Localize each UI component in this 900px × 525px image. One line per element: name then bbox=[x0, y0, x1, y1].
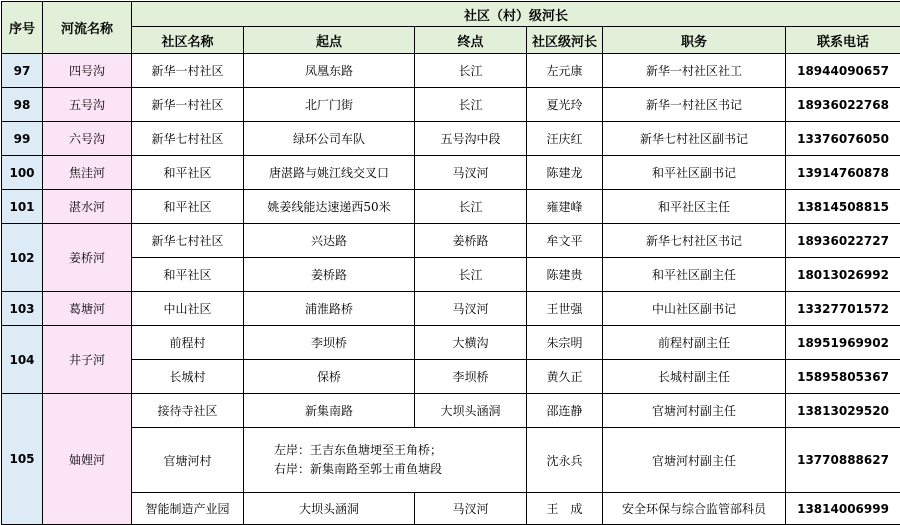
river-name-cell: 姜桥河 bbox=[43, 224, 132, 292]
end-cell: 大横沟 bbox=[415, 326, 527, 360]
table-row bbox=[2, 54, 900, 88]
chief-cell: 王 成 bbox=[527, 493, 603, 525]
header-community-name: 社区名称 bbox=[132, 27, 244, 54]
header-start-point: 起点 bbox=[244, 27, 415, 54]
chief-cell: 朱宗明 bbox=[527, 326, 603, 360]
phone-cell: 13770888627 bbox=[786, 428, 900, 493]
seq-cell: 98 bbox=[2, 88, 43, 122]
table-row bbox=[2, 190, 900, 224]
end-cell: 马汊河 bbox=[415, 493, 527, 525]
position-cell: 长城村副主任 bbox=[603, 360, 786, 394]
start-cell: 唐湛路与姚江线交叉口 bbox=[244, 156, 415, 190]
seq-cell: 100 bbox=[2, 156, 43, 190]
right-bank-text: 右岸：新集南路至郭士甫鱼塘段 bbox=[246, 460, 524, 479]
community-cell: 和平社区 bbox=[132, 190, 244, 224]
seq-cell: 104 bbox=[2, 326, 43, 394]
community-cell: 中山社区 bbox=[132, 292, 244, 326]
header-community-chief-group: 社区（村）级河长 bbox=[132, 2, 900, 27]
bank-range-cell bbox=[244, 428, 527, 493]
seq-cell: 97 bbox=[2, 54, 43, 88]
river-name-cell: 葛塘河 bbox=[43, 292, 132, 326]
table-row bbox=[2, 493, 900, 525]
end-cell: 马汊河 bbox=[415, 156, 527, 190]
start-cell: 绿环公司车队 bbox=[244, 122, 415, 156]
position-cell: 和平社区主任 bbox=[603, 190, 786, 224]
community-cell: 和平社区 bbox=[132, 156, 244, 190]
table-row bbox=[2, 360, 900, 394]
start-cell: 李坝桥 bbox=[244, 326, 415, 360]
start-cell: 北厂门街 bbox=[244, 88, 415, 122]
phone-cell: 13376076050 bbox=[786, 122, 900, 156]
community-cell: 接待寺社区 bbox=[132, 394, 244, 428]
left-bank-text: 左岸：王吉东鱼塘埂至王角桥； bbox=[246, 441, 524, 460]
river-name-cell: 四号沟 bbox=[43, 54, 132, 88]
seq-cell: 101 bbox=[2, 190, 43, 224]
chief-cell: 左元康 bbox=[527, 54, 603, 88]
start-cell: 大坝头涵洞 bbox=[244, 493, 415, 525]
position-cell: 官塘河村副主任 bbox=[603, 428, 786, 493]
phone-cell: 18013026992 bbox=[786, 258, 900, 292]
chief-cell: 汪庆红 bbox=[527, 122, 603, 156]
end-cell: 李坝桥 bbox=[415, 360, 527, 394]
table-row bbox=[2, 156, 900, 190]
header-community-chief: 社区级河长 bbox=[527, 27, 603, 54]
end-cell: 马汊河 bbox=[415, 292, 527, 326]
phone-cell: 15895805367 bbox=[786, 360, 900, 394]
end-cell: 长江 bbox=[415, 54, 527, 88]
community-cell: 智能制造产业园 bbox=[132, 493, 244, 525]
river-name-cell: 妯娌河 bbox=[43, 394, 132, 525]
chief-cell: 邵连静 bbox=[527, 394, 603, 428]
chief-cell: 沈永兵 bbox=[527, 428, 603, 493]
community-cell: 前程村 bbox=[132, 326, 244, 360]
seq-cell: 105 bbox=[2, 394, 43, 525]
table-row bbox=[2, 428, 900, 493]
position-cell: 前程村副主任 bbox=[603, 326, 786, 360]
phone-cell: 13814006999 bbox=[786, 493, 900, 525]
position-cell: 和平社区副主任 bbox=[603, 258, 786, 292]
end-cell: 长江 bbox=[415, 88, 527, 122]
header-seq: 序号 bbox=[2, 2, 43, 54]
start-cell: 凤凰东路 bbox=[244, 54, 415, 88]
chief-cell: 夏光玲 bbox=[527, 88, 603, 122]
header-end-point: 终点 bbox=[415, 27, 527, 54]
table-row bbox=[2, 394, 900, 428]
river-chief-table bbox=[1, 1, 900, 525]
position-cell: 新华一村社区社工 bbox=[603, 54, 786, 88]
community-cell: 长城村 bbox=[132, 360, 244, 394]
position-cell: 安全环保与综合监管部科员 bbox=[603, 493, 786, 525]
position-cell: 官塘河村副主任 bbox=[603, 394, 786, 428]
table-row bbox=[2, 224, 900, 258]
header-phone: 联系电话 bbox=[786, 27, 900, 54]
end-cell: 五号沟中段 bbox=[415, 122, 527, 156]
community-cell: 新华一村社区 bbox=[132, 54, 244, 88]
start-cell: 兴达路 bbox=[244, 224, 415, 258]
community-cell: 新华七村社区 bbox=[132, 224, 244, 258]
table-row bbox=[2, 292, 900, 326]
phone-cell: 18936022768 bbox=[786, 88, 900, 122]
position-cell: 中山社区副书记 bbox=[603, 292, 786, 326]
table-row bbox=[2, 326, 900, 360]
header-position: 职务 bbox=[603, 27, 786, 54]
river-name-cell: 五号沟 bbox=[43, 88, 132, 122]
start-cell: 姜桥路 bbox=[244, 258, 415, 292]
seq-cell: 103 bbox=[2, 292, 43, 326]
table-row bbox=[2, 88, 900, 122]
end-cell: 长江 bbox=[415, 190, 527, 224]
chief-cell: 牟文平 bbox=[527, 224, 603, 258]
chief-cell: 陈建贵 bbox=[527, 258, 603, 292]
table-row bbox=[2, 258, 900, 292]
position-cell: 和平社区副书记 bbox=[603, 156, 786, 190]
community-cell: 新华七村社区 bbox=[132, 122, 244, 156]
river-name-cell: 焦洼河 bbox=[43, 156, 132, 190]
start-cell: 浦淮路桥 bbox=[244, 292, 415, 326]
chief-cell: 雍建峰 bbox=[527, 190, 603, 224]
chief-cell: 陈建龙 bbox=[527, 156, 603, 190]
chief-cell: 王世强 bbox=[527, 292, 603, 326]
start-cell: 新集南路 bbox=[244, 394, 415, 428]
community-cell: 官塘河村 bbox=[132, 428, 244, 493]
phone-cell: 13914760878 bbox=[786, 156, 900, 190]
community-cell: 和平社区 bbox=[132, 258, 244, 292]
phone-cell: 18951969902 bbox=[786, 326, 900, 360]
table-row bbox=[2, 122, 900, 156]
end-cell: 大坝头涵洞 bbox=[415, 394, 527, 428]
end-cell: 长江 bbox=[415, 258, 527, 292]
start-cell: 姚姜线能达速递西50米 bbox=[244, 190, 415, 224]
phone-cell: 18944090657 bbox=[786, 54, 900, 88]
phone-cell: 13327701572 bbox=[786, 292, 900, 326]
phone-cell: 13813029520 bbox=[786, 394, 900, 428]
community-cell: 新华一村社区 bbox=[132, 88, 244, 122]
position-cell: 新华一村社区书记 bbox=[603, 88, 786, 122]
river-name-cell: 湛水河 bbox=[43, 190, 132, 224]
start-cell: 保桥 bbox=[244, 360, 415, 394]
phone-cell: 18936022727 bbox=[786, 224, 900, 258]
phone-cell: 13814508815 bbox=[786, 190, 900, 224]
position-cell: 新华七村社区副书记 bbox=[603, 122, 786, 156]
end-cell: 姜桥路 bbox=[415, 224, 527, 258]
position-cell: 新华七村社区书记 bbox=[603, 224, 786, 258]
chief-cell: 黄久正 bbox=[527, 360, 603, 394]
river-name-cell: 井子河 bbox=[43, 326, 132, 394]
river-name-cell: 六号沟 bbox=[43, 122, 132, 156]
seq-cell: 99 bbox=[2, 122, 43, 156]
header-river-name: 河流名称 bbox=[43, 2, 132, 54]
seq-cell: 102 bbox=[2, 224, 43, 292]
